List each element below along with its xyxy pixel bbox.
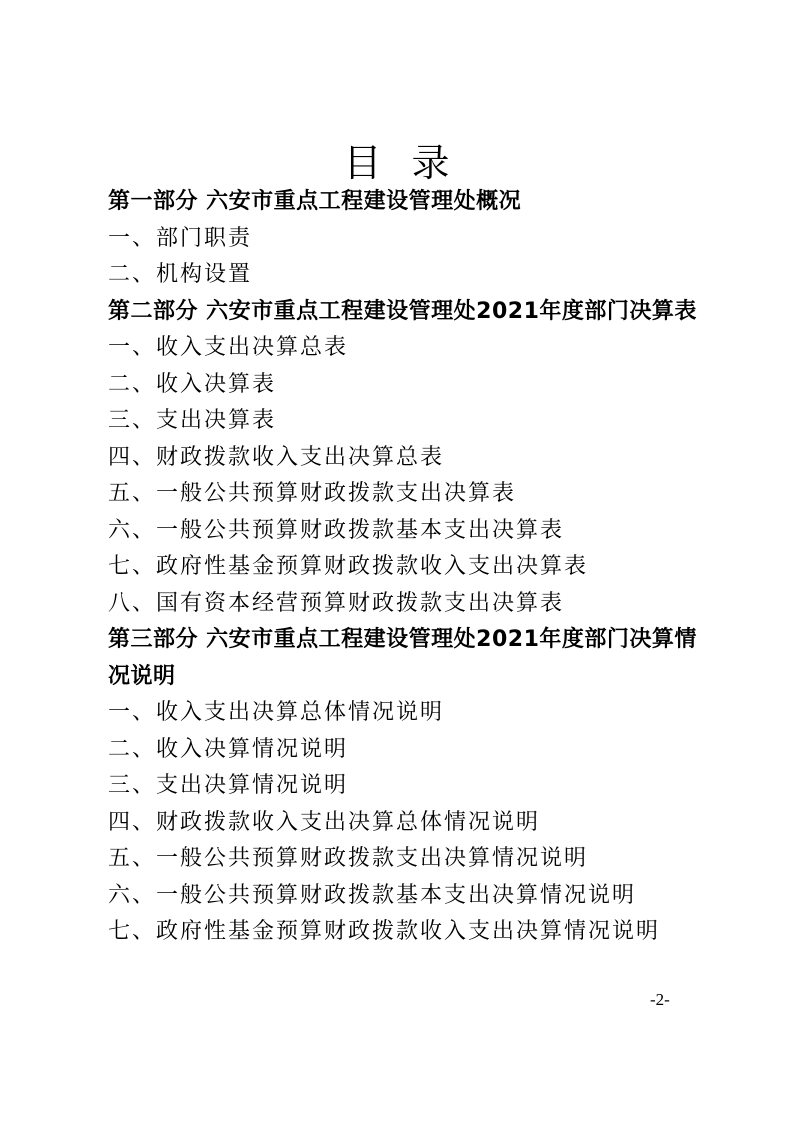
toc-item: 七、政府性基金预算财政拨款收入支出决算表 xyxy=(108,554,589,579)
toc-part-1-heading: 第一部分 六安市重点工程建设管理处概况 xyxy=(108,189,522,214)
toc-item: 一、部门职责 xyxy=(108,225,253,251)
toc-item: 四、财政拨款收入支出决算总体情况说明 xyxy=(108,809,541,835)
toc-item: 二、机构设置 xyxy=(108,262,253,287)
toc-part-3-heading: 第三部分 六安市重点工程建设管理处2021年度部门决算情况说明 xyxy=(108,627,697,689)
table-of-contents xyxy=(108,184,698,951)
toc-part-2-heading: 第二部分 六安市重点工程建设管理处2021年度部门决算表 xyxy=(108,298,697,324)
toc-item: 三、支出决算表 xyxy=(108,408,277,433)
toc-item: 五、一般公共预算财政拨款支出决算情况说明 xyxy=(108,846,589,871)
page-number: -2- xyxy=(650,990,670,1009)
toc-item: 八、国有资本经营预算财政拨款支出决算表 xyxy=(108,590,565,616)
toc-item: 三、支出决算情况说明 xyxy=(108,773,349,798)
page-title: 目录 xyxy=(343,141,480,185)
toc-item: 五、一般公共预算财政拨款支出决算表 xyxy=(108,481,517,506)
toc-item: 二、收入决算情况说明 xyxy=(108,736,349,762)
toc-item: 一、收入支出决算总体情况说明 xyxy=(108,700,445,725)
toc-item: 七、政府性基金预算财政拨款收入支出决算情况说明 xyxy=(108,919,661,944)
toc-item: 六、一般公共预算财政拨款基本支出决算情况说明 xyxy=(108,882,637,908)
toc-item: 一、收入支出决算总表 xyxy=(108,335,349,360)
toc-item: 六、一般公共预算财政拨款基本支出决算表 xyxy=(108,517,565,543)
toc-item: 二、收入决算表 xyxy=(108,371,277,397)
toc-item: 四、财政拨款收入支出决算总表 xyxy=(108,444,445,470)
